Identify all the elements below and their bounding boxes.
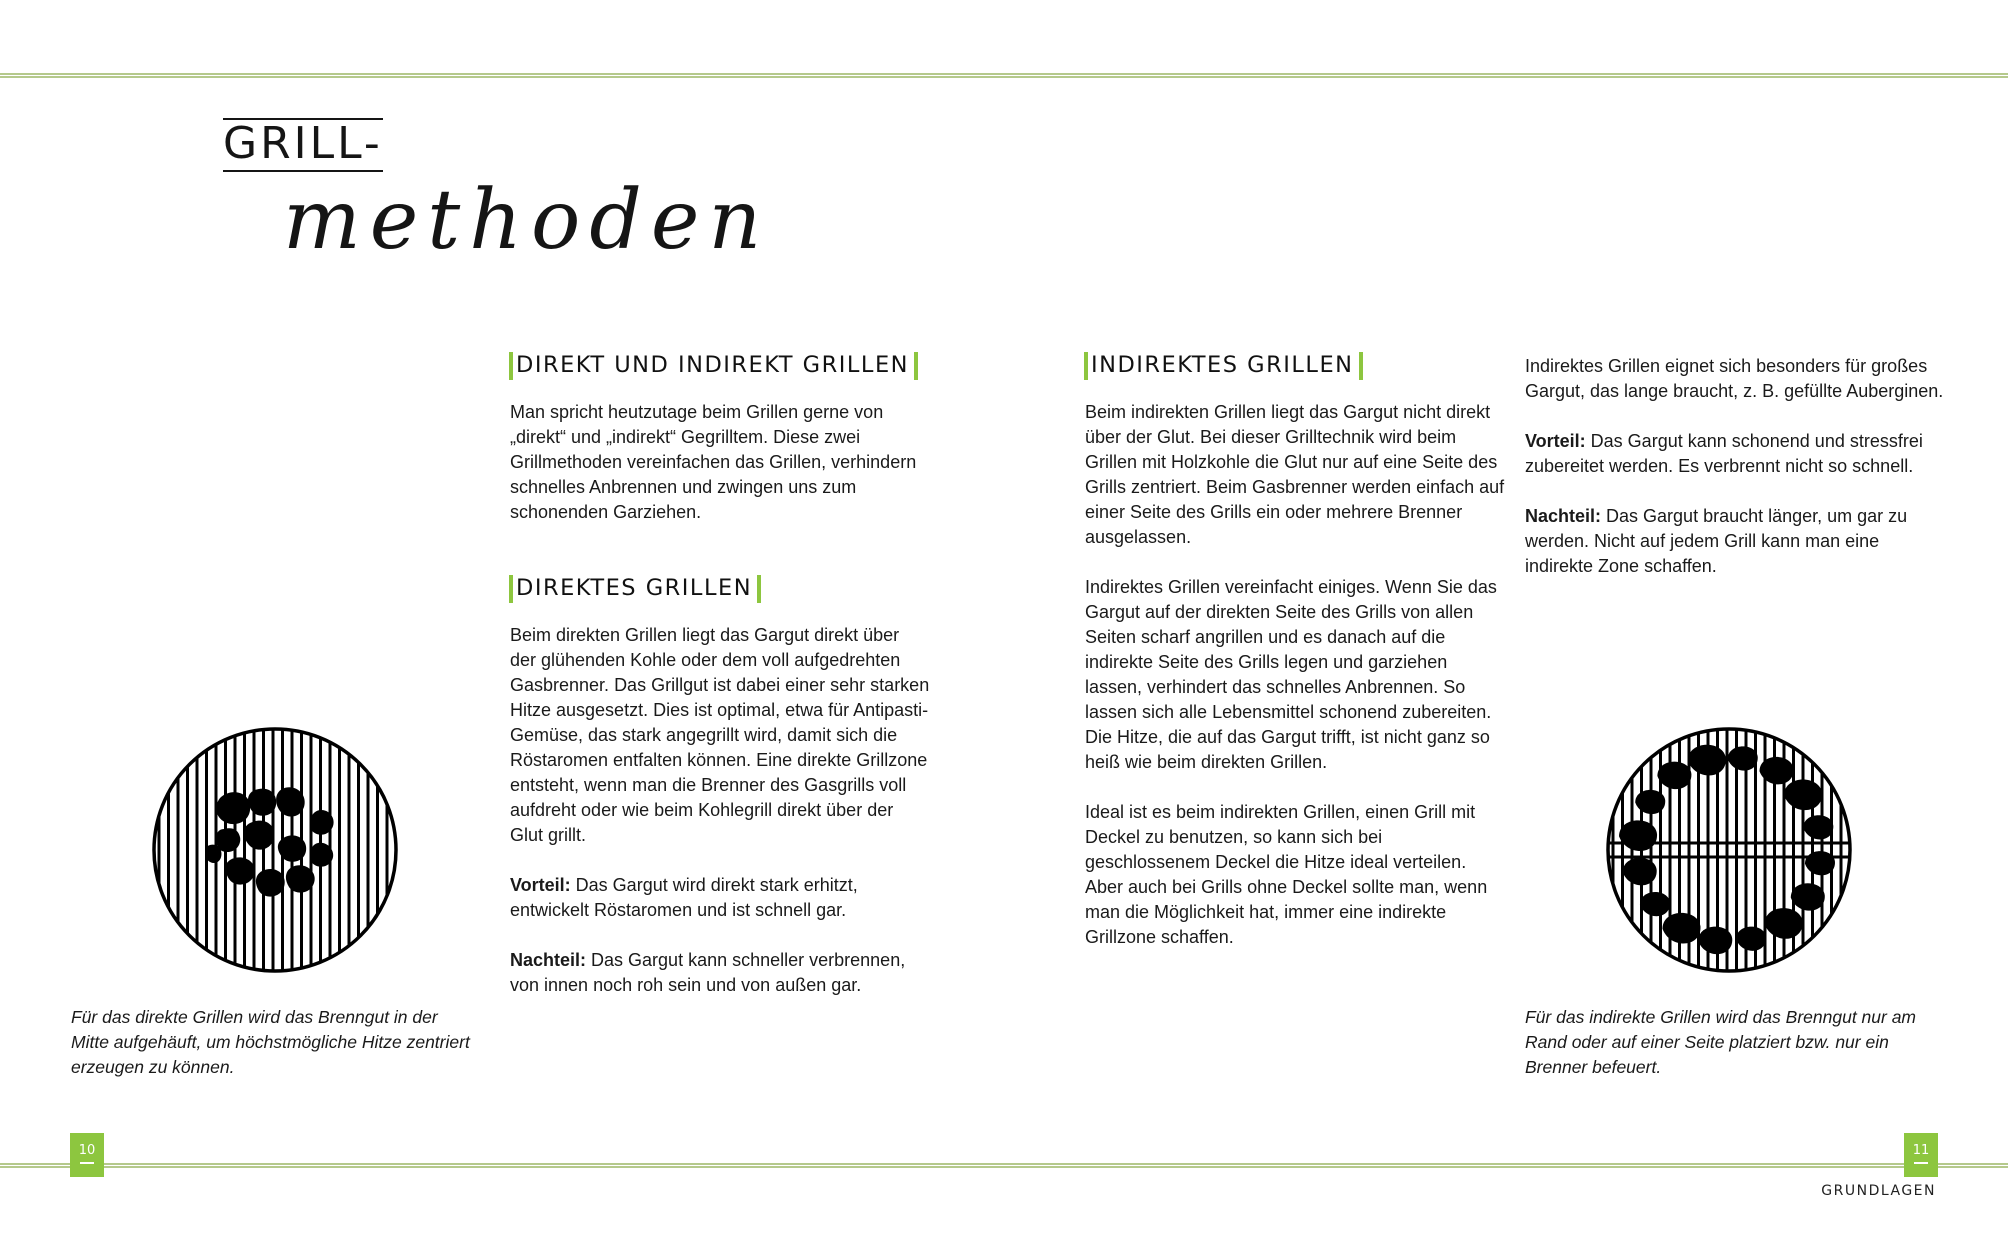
coal-piece [1619,820,1657,851]
vorteil-label: Vorteil: [510,875,571,895]
column-right [1525,354,1945,579]
coal-piece [1623,858,1657,885]
indirekt-paragraph-2: Indirektes Grillen vereinfacht einiges. Wenn Sie das Gargut auf der direkten Seite des Grills von allen Seiten scharf angrillen und es danach auf die indirekte Seite des Grills legen und garziehen lassen, verhindert das schnelles Anbrennen. So lassen sich alle Lebensmittel schonend zubereiten. Die Hitze, die auf das Gargut trifft, ist nicht ganz so heiß wie beim direkten Grillen. [1085,577,1497,772]
top-divider [0,73,2008,78]
coal-piece [1736,927,1766,951]
column-middle [1085,350,1505,950]
direct-grill-illustration [150,725,400,975]
indirekt-paragraph-3: Ideal ist es beim indirekten Grillen, einen Grill mit Deckel zu benutzen, so kann sich bei geschlossenem Deckel die Hitze ideal verteilen. Aber auch bei Grills ohne Deckel sollte man, wenn man die Möglichkeit hat, immer eine indirekte Grillzone schaffen. [1085,802,1488,947]
caption-direct: Für das direkte Grillen wird das Brenngut in der Mitte aufgehäuft, um höchstmögliche Hitze zentriert erzeugen zu können. [71,1007,470,1077]
vorteil-label: Vorteil: [1525,431,1586,451]
indirekt-nachteil [1525,504,1945,579]
nachteil-text: Das Gargut kann schneller verbrennen, von innen noch roh sein und von außen gar. [510,950,906,995]
heading-direktes-grillen: DIREKTES GRILLEN [509,573,761,603]
direkt-vorteil [510,873,930,923]
vorteil-text: Das Gargut kann schonend und stressfrei zubereitet werden. Es verbrennt nicht so schnell. [1525,431,1923,476]
coal-piece [1698,927,1732,954]
bottom-divider [0,1163,2008,1168]
title-main: GRILL- [223,118,383,172]
indirekt-suitability: Indirektes Grillen eignet sich besonders für großes Gargut, das lange braucht, z. B. gefüllte Auberginen. [1525,356,1944,401]
caption-indirect: Für das indirekte Grillen wird das Brenngut nur am Rand oder auf einer Seite platziert bzw. nur ein Brenner befeuert. [1525,1007,1917,1077]
indirekt-vorteil [1525,429,1945,479]
coal-piece [1635,790,1665,814]
coal-piece [1662,913,1700,944]
column-left [510,350,930,998]
coal-piece [1728,746,1758,770]
coal-piece [1791,883,1825,910]
coal-piece [1805,851,1835,875]
intro-paragraph: Man spricht heutzutage beim Grillen gerne von „direkt“ und „indirekt“ Gegrilltem. Diese zwei Grillmethoden vereinfachen das Grillen, verhindern schnelles Anbrennen und zwingen uns zum schonenden Garziehen. [510,402,917,522]
heading-indirektes-grillen: INDIREKTES GRILLEN [1084,350,1363,380]
direkt-nachteil [510,948,930,998]
coal-piece [1657,762,1691,789]
indirect-grill-illustration [1604,725,1854,975]
page-number-right: 11 [1904,1133,1938,1177]
heading-direkt-und-indirekt: DIREKT UND INDIREKT GRILLEN [509,350,918,380]
title-script: methoden [283,173,771,268]
nachteil-label: Nachteil: [1525,506,1602,526]
nachteil-text: Das Gargut braucht länger, um gar zu werden. Nicht auf jedem Grill kann man eine indirekte Zone schaffen. [1525,506,1908,576]
page-number-left: 10 [70,1133,104,1177]
direktes-paragraph: Beim direkten Grillen liegt das Gargut direkt über der glühenden Kohle oder dem voll aufgedrehten Gasbrenner. Das Grillgut ist dabei einer sehr starken Hitze ausgesetzt. Dies ist optimal, etwa für Antipasti-Gemüse, das stark angegrillt wird, damit sich die Röstaromen entfalten können. Eine direkte Grillzone entsteht, wenn man die Brenner des Gasgrills voll aufdreht oder wie beim Kohlegrill direkt über der Glut grillt. [510,625,930,845]
coal-piece [1784,779,1822,810]
nachteil-label: Nachteil: [510,950,587,970]
coal-piece [1765,908,1803,939]
section-label: GRUNDLAGEN [1821,1183,1936,1199]
vorteil-text: Das Gargut wird direkt stark erhitzt, entwickelt Röstaromen und ist schnell gar. [510,875,858,920]
coal-piece [1688,745,1726,776]
coal-piece [1803,815,1833,839]
coal-piece [1640,892,1670,916]
indirekt-paragraph-1: Beim indirekten Grillen liegt das Gargut nicht direkt über der Glut. Bei dieser Grilltechnik wird beim Grillen mit Holzkohle die Glut nur auf eine Seite des Grills zentriert. Beim Gasbrenner werden einfach auf einer Seite des Grills ein oder mehrere Brenner ausgelassen. [1085,402,1505,547]
